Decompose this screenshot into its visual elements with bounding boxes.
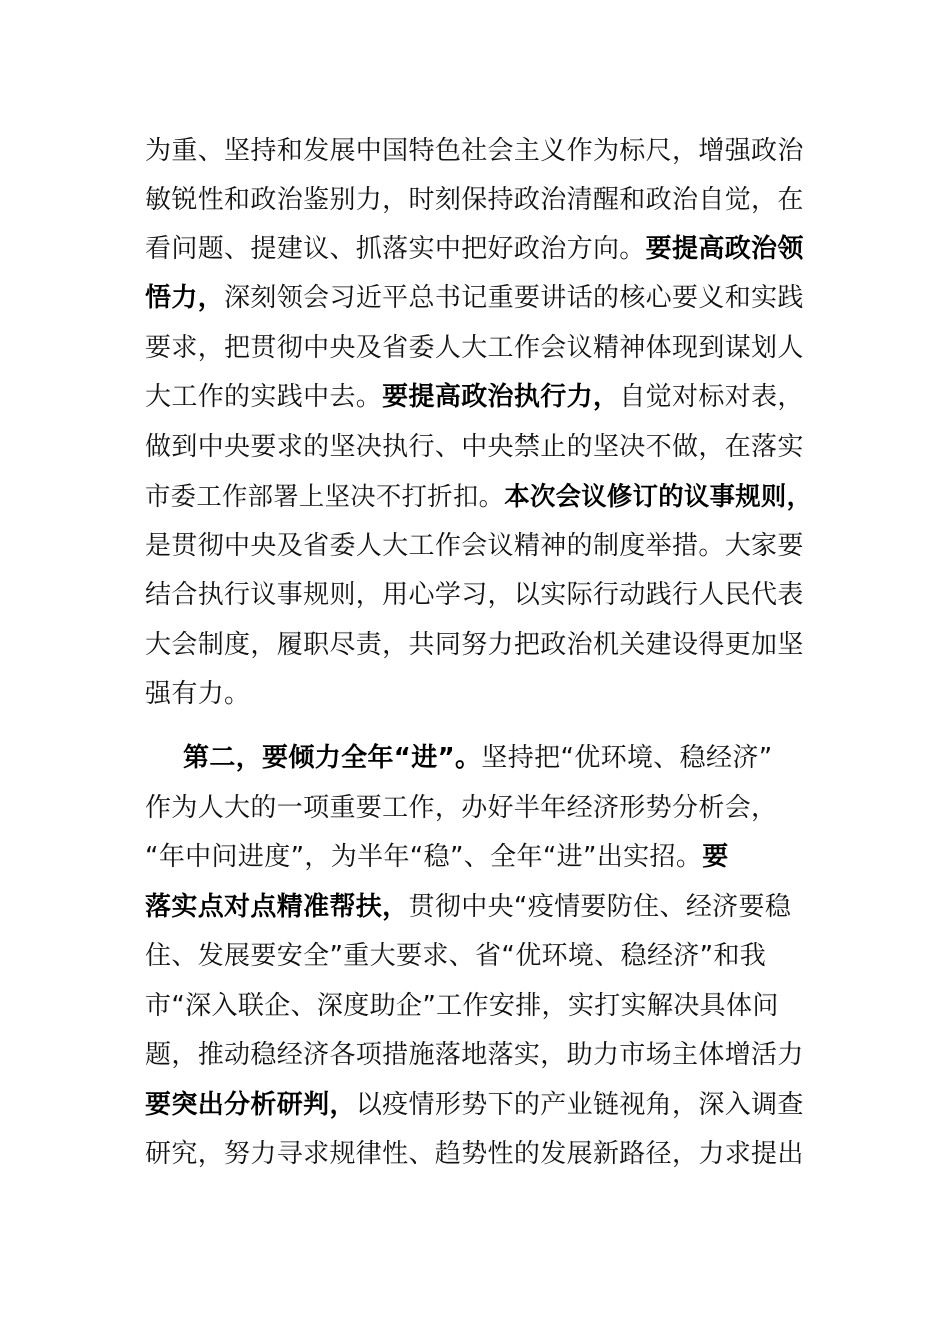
text-line-6: 大工作的实践中去。要提高政治执行力，自觉对标对表， bbox=[145, 382, 804, 412]
text-line-14: 作为人大的一项重要工作，办好半年经济形势分析会， bbox=[145, 793, 778, 823]
text-line-21: 研究，努力寻求规律性、趋势性的发展新路径，力求提出 bbox=[145, 1139, 804, 1169]
text-line-13: 第二，要倾力全年“进”。坚持把“优环境、稳经济” bbox=[183, 743, 773, 773]
text-line-16: 落实点对点精准帮扶，贯彻中央“疫情要防住、经济要稳 bbox=[145, 892, 792, 922]
text-line-11: 大会制度，履职尽责，共同努力把政治机关建设得更加坚 bbox=[145, 630, 804, 660]
text-line-7: 做到中央要求的坚决执行、中央禁止的坚决不做，在落实 bbox=[145, 432, 804, 462]
text-line-1: 为重、坚持和发展中国特色社会主义作为标尺，增强政治 bbox=[145, 136, 804, 166]
text-line-5: 要求，把贯彻中央及省委人大工作会议精神体现到谋划人 bbox=[145, 333, 804, 363]
text-line-3: 看问题、提建议、抓落实中把好政治方向。要提高政治领 bbox=[145, 234, 804, 264]
text-line-8: 市委工作部署上坚决不打折扣。本次会议修订的议事规则， bbox=[145, 481, 813, 511]
text-line-18: 市“深入联企、深度助企”工作安排，实打实解决具体问 bbox=[145, 991, 779, 1021]
text-line-19: 题，推动稳经济各项措施落地落实，助力市场主体增活力 bbox=[145, 1040, 804, 1070]
text-line-9: 是贯彻中央及省委人大工作会议精神的制度举措。大家要 bbox=[145, 531, 804, 561]
text-line-15: “年中问进度”，为半年“稳”、全年“进”出实招。要 bbox=[145, 842, 729, 872]
text-line-12: 强有力。 bbox=[145, 679, 251, 709]
text-line-20: 要突出分析研判，以疫情形势下的产业链视角，深入调查 bbox=[145, 1090, 804, 1120]
text-line-4: 悟力，深刻领会习近平总书记重要讲话的核心要义和实践 bbox=[145, 283, 804, 313]
text-line-2: 敏锐性和政治鉴别力，时刻保持政治清醒和政治自觉，在 bbox=[145, 185, 804, 215]
text-line-17: 住、发展要安全”重大要求、省“优环境、稳经济”和我 bbox=[145, 941, 767, 971]
text-line-10: 结合执行议事规则，用心学习，以实际行动践行人民代表 bbox=[145, 580, 804, 610]
